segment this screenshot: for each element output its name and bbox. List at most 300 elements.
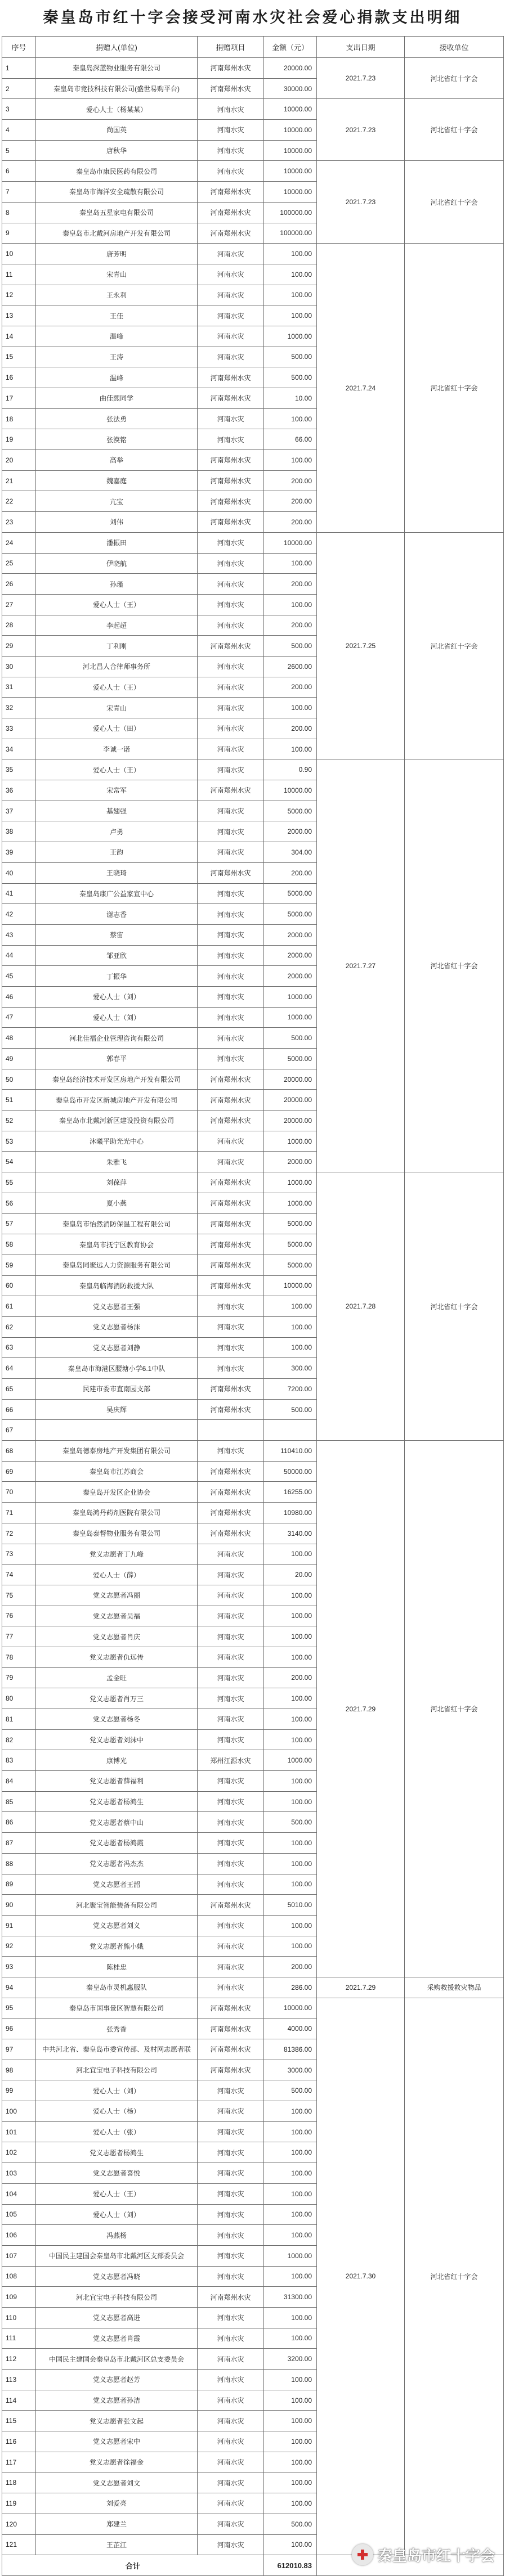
- row-number: 108: [2, 2266, 36, 2287]
- donation-amount: 286.00: [264, 1977, 317, 1998]
- donation-amount: 500.00: [264, 1028, 317, 1049]
- donation-project: 河南水灾: [198, 594, 264, 615]
- donor-name: 党义志愿者刘义: [36, 1915, 198, 1936]
- donation-project: 河南水灾: [198, 1853, 264, 1874]
- donation-project: 河南水灾: [198, 1791, 264, 1812]
- donor-name: 孟金旺: [36, 1667, 198, 1688]
- row-number: 113: [2, 2370, 36, 2390]
- row-number: 5: [2, 140, 36, 161]
- donor-name: 张法勇: [36, 408, 198, 429]
- donor-name: 张秀香: [36, 2018, 198, 2039]
- donor-name: 康博光: [36, 1750, 198, 1771]
- row-number: 64: [2, 1358, 36, 1379]
- donation-amount: 100.00: [264, 1647, 317, 1667]
- donor-name: 高举: [36, 450, 198, 471]
- donation-project: 河南水灾: [198, 99, 264, 120]
- donation-project: 河南郑州水灾: [198, 1193, 264, 1213]
- donor-name: 民建市委市直南园支部: [36, 1379, 198, 1400]
- donation-amount: 200.00: [264, 1957, 317, 1977]
- donation-project: 河南郑州水灾: [198, 58, 264, 79]
- expense-date: 2021.7.30: [317, 1998, 405, 2555]
- donation-project: 河南水灾: [198, 1441, 264, 1462]
- donation-project: 河南水灾: [198, 1667, 264, 1688]
- row-number: 59: [2, 1255, 36, 1275]
- donation-project: 河南郑州水灾: [198, 470, 264, 491]
- donor-name: 秦皇岛临海消防救援大队: [36, 1275, 198, 1296]
- donation-amount: 300.00: [264, 1358, 317, 1379]
- donation-project: 河南水灾: [198, 1729, 264, 1750]
- donation-amount: 100.00: [264, 1544, 317, 1565]
- donation-project: 河南郑州水灾: [198, 636, 264, 657]
- donation-project: 河南郑州水灾: [198, 1255, 264, 1275]
- donation-project: 河南水灾: [198, 120, 264, 141]
- row-number: 38: [2, 821, 36, 842]
- donor-name: 宋青山: [36, 698, 198, 718]
- donor-name: 党义志愿者孙洁: [36, 2390, 198, 2411]
- donation-amount: 200.00: [264, 615, 317, 636]
- donation-amount: 100.00: [264, 1606, 317, 1626]
- donor-name: 冯燕杨: [36, 2225, 198, 2246]
- donation-amount: 100.00: [264, 1709, 317, 1730]
- receiving-unit: 河北省红十字会: [405, 1998, 504, 2555]
- donation-amount: 100.00: [264, 2101, 317, 2122]
- donation-project: 河南水灾: [198, 2225, 264, 2246]
- donor-name: 王涛: [36, 347, 198, 367]
- receiving-unit: 河北省红十字会: [405, 58, 504, 99]
- donation-amount: 10000.00: [264, 140, 317, 161]
- row-number: 51: [2, 1090, 36, 1111]
- donation-amount: 500.00: [264, 636, 317, 657]
- row-number: 4: [2, 120, 36, 141]
- donation-project: 河南水灾: [198, 615, 264, 636]
- donation-project: 河南水灾: [198, 656, 264, 677]
- row-number: 26: [2, 574, 36, 595]
- donor-name: 宋青山: [36, 264, 198, 285]
- donation-project: 河南郑州水灾: [198, 1461, 264, 1482]
- donation-project: 河南水灾: [198, 1028, 264, 1049]
- donation-project: 河南水灾: [198, 1152, 264, 1172]
- donation-amount: 20000.00: [264, 58, 317, 79]
- donor-name: 党义志愿者熊小娥: [36, 1936, 198, 1957]
- donation-project: 河南水灾: [198, 574, 264, 595]
- donor-name: 秦皇岛市北戴河新区建设投资有限公司: [36, 1111, 198, 1131]
- donation-amount: 1000.00: [264, 1172, 317, 1193]
- row-number: 50: [2, 1069, 36, 1090]
- donor-name: 党义志愿者冯丽: [36, 1585, 198, 1606]
- donor-name: 刘葆萍: [36, 1172, 198, 1193]
- row-number: 41: [2, 883, 36, 904]
- donation-amount: 10000.00: [264, 182, 317, 203]
- donation-amount: 5000.00: [264, 883, 317, 904]
- donation-project: 河南水灾: [198, 801, 264, 821]
- row-number: 90: [2, 1895, 36, 1916]
- donation-amount: 2000.00: [264, 924, 317, 945]
- row-number: 117: [2, 2452, 36, 2472]
- header-amount: 金额（元）: [264, 37, 317, 58]
- donation-amount: 1000.00: [264, 326, 317, 347]
- row-number: 48: [2, 1028, 36, 1049]
- donation-amount: 5000.00: [264, 904, 317, 925]
- donation-project: 河南郑州水灾: [198, 780, 264, 801]
- row-number: 103: [2, 2163, 36, 2184]
- donor-name: 邹亚欣: [36, 945, 198, 966]
- row-number: 97: [2, 2039, 36, 2060]
- donor-name: 温峰: [36, 326, 198, 347]
- donation-project: 河南水灾: [198, 2245, 264, 2266]
- document-title: 秦皇岛市红十字会接受河南水灾社会爱心捐款支出明细: [43, 8, 462, 26]
- donor-name: 党义志愿者仇远传: [36, 1647, 198, 1667]
- row-number: 40: [2, 862, 36, 883]
- donation-amount: 81386.00: [264, 2039, 317, 2060]
- donor-name: 爱心人士（薛）: [36, 1565, 198, 1585]
- table-body: [2, 58, 504, 2576]
- row-number: 28: [2, 615, 36, 636]
- row-number: 115: [2, 2411, 36, 2431]
- donation-amount: 500.00: [264, 2514, 317, 2534]
- receiving-unit: 河北省红十字会: [405, 99, 504, 161]
- row-number: 42: [2, 904, 36, 925]
- donor-name: 秦皇岛市开发区新城房地产开发有限公司: [36, 1090, 198, 1111]
- donor-name: 蔡宙: [36, 924, 198, 945]
- header-receiver: 接收单位: [405, 37, 504, 58]
- donation-project: 河南水灾: [198, 305, 264, 326]
- donor-name: 宋常军: [36, 780, 198, 801]
- donation-amount: 200.00: [264, 470, 317, 491]
- row-number: 15: [2, 347, 36, 367]
- donor-name: 党义志愿者高进: [36, 2307, 198, 2328]
- donation-amount: 5000.00: [264, 1213, 317, 1234]
- row-number: 83: [2, 1750, 36, 1771]
- donor-name: 党义志愿者冯杰杰: [36, 1853, 198, 1874]
- row-number: 116: [2, 2431, 36, 2452]
- donation-project: 河南水灾: [198, 1007, 264, 1028]
- table-row: [2, 99, 504, 120]
- row-number: 106: [2, 2225, 36, 2246]
- donation-project: 河南水灾: [198, 1565, 264, 1585]
- donation-project: 河南水灾: [198, 924, 264, 945]
- donor-name: 丁利刚: [36, 636, 198, 657]
- donor-name: 丁振华: [36, 966, 198, 987]
- donor-name: 爱心人士（田）: [36, 718, 198, 739]
- donor-name: 唐秋华: [36, 140, 198, 161]
- donation-project: 河南水灾: [198, 2163, 264, 2184]
- donation-amount: 4000.00: [264, 2018, 317, 2039]
- row-number: 2: [2, 78, 36, 99]
- donation-amount: 100.00: [264, 1771, 317, 1792]
- donation-amount: 100.00: [264, 1833, 317, 1854]
- donation-amount: 31300.00: [264, 2287, 317, 2308]
- donation-project: 河南郑州水灾: [198, 1399, 264, 1420]
- row-number: 107: [2, 2245, 36, 2266]
- donation-project: 河南水灾: [198, 347, 264, 367]
- donation-amount: 100.00: [264, 2183, 317, 2204]
- donation-project: 河南水灾: [198, 677, 264, 698]
- donation-amount: 100.00: [264, 2142, 317, 2163]
- donation-amount: 100.00: [264, 2163, 317, 2184]
- donor-name: 爱心人士（杨某某）: [36, 99, 198, 120]
- donation-amount: 1000.00: [264, 1131, 317, 1152]
- donor-name: 魏嘉庭: [36, 470, 198, 491]
- donation-amount: 500.00: [264, 2080, 317, 2101]
- donation-project: 河南水灾: [198, 1131, 264, 1152]
- donor-name: 秦皇岛市怡然消防保温工程有限公司: [36, 1213, 198, 1234]
- donation-project: 河南郑州水灾: [198, 2287, 264, 2308]
- donor-name: 郑建兰: [36, 2514, 198, 2534]
- donor-name: 孙瑾: [36, 574, 198, 595]
- donation-project: 河南郑州水灾: [198, 1069, 264, 1090]
- row-number: 16: [2, 367, 36, 388]
- row-number: 7: [2, 182, 36, 203]
- table-row: [2, 58, 504, 79]
- table-row: [2, 1977, 504, 1998]
- row-number: 96: [2, 2018, 36, 2039]
- donor-name: 卢勇: [36, 821, 198, 842]
- donation-project: 河南郑州水灾: [198, 450, 264, 471]
- donor-name: 党义志愿者丁九峰: [36, 1544, 198, 1565]
- row-number: 99: [2, 2080, 36, 2101]
- donor-name: 王佳: [36, 305, 198, 326]
- donation-project: 河南水灾: [198, 429, 264, 450]
- donor-name: 爱心人士（刘）: [36, 2204, 198, 2225]
- donation-amount: 2000.00: [264, 945, 317, 966]
- row-number: 100: [2, 2101, 36, 2122]
- donation-project: 河南水灾: [198, 2349, 264, 2370]
- donation-amount: 100.00: [264, 264, 317, 285]
- donation-project: 河南水灾: [198, 2121, 264, 2142]
- row-number: 3: [2, 99, 36, 120]
- donor-name: 朱雅飞: [36, 1152, 198, 1172]
- expense-date: 2021.7.27: [317, 759, 405, 1172]
- row-number: 74: [2, 1565, 36, 1585]
- donor-name: 秦皇岛深蓝物业服务有限公司: [36, 58, 198, 79]
- donation-amount: 10000.00: [264, 1275, 317, 1296]
- donation-project: 河南水灾: [198, 966, 264, 987]
- watermark: [352, 2544, 495, 2565]
- donor-name: 党义志愿者杨鸿生: [36, 1791, 198, 1812]
- donation-project: 河南水灾: [198, 883, 264, 904]
- donation-project: 河南郑州水灾: [198, 223, 264, 244]
- donation-amount: 100.00: [264, 2431, 317, 2452]
- table-row: [2, 161, 504, 182]
- donor-name: 秦皇岛市北戴河房地产开发有限公司: [36, 223, 198, 244]
- row-number: 68: [2, 1441, 36, 1462]
- donor-name: 党义志愿者刘静: [36, 1337, 198, 1358]
- donor-name: 河北宜宝电子科技有限公司: [36, 2287, 198, 2308]
- donation-project: 河南郑州水灾: [198, 1234, 264, 1255]
- donation-project: 河南水灾: [198, 408, 264, 429]
- donation-project: 河南水灾: [198, 1915, 264, 1936]
- total-label: 合计: [2, 2555, 264, 2576]
- expense-date: 2021.7.24: [317, 244, 405, 533]
- row-number: 60: [2, 1275, 36, 1296]
- donation-project: 河南水灾: [198, 2328, 264, 2349]
- donor-name: 党义志愿者喜悦: [36, 2163, 198, 2184]
- donation-amount: 0.90: [264, 759, 317, 780]
- donation-amount: 20000.00: [264, 1111, 317, 1131]
- donation-amount: 500.00: [264, 1399, 317, 1420]
- row-number: 77: [2, 1626, 36, 1647]
- donation-amount: 50000.00: [264, 1461, 317, 1482]
- donation-amount: 100.00: [264, 2266, 317, 2287]
- row-number: 78: [2, 1647, 36, 1667]
- donation-project: 河南郑州水灾: [198, 1275, 264, 1296]
- donation-amount: 10000.00: [264, 161, 317, 182]
- donation-project: 河南郑州水灾: [198, 2060, 264, 2080]
- donation-project: 河南水灾: [198, 1833, 264, 1854]
- donation-amount: 10000.00: [264, 780, 317, 801]
- donation-project: 河南水灾: [198, 1606, 264, 1626]
- donation-amount: 100.00: [264, 285, 317, 305]
- donor-name: 秦皇岛市康民医药有限公司: [36, 161, 198, 182]
- donation-project: 河南郑州水灾: [198, 1895, 264, 1916]
- donor-name: 党义志愿者赵芳: [36, 2370, 198, 2390]
- row-number: 66: [2, 1399, 36, 1420]
- donation-amount: 10.00: [264, 388, 317, 409]
- donation-project: 河南水灾: [198, 1688, 264, 1709]
- row-number: 13: [2, 305, 36, 326]
- donation-amount: 1000.00: [264, 1750, 317, 1771]
- donation-project: 河南郑州水灾: [198, 202, 264, 223]
- donor-name: 张漠铭: [36, 429, 198, 450]
- donation-project: 河南水灾: [198, 759, 264, 780]
- row-number: 70: [2, 1482, 36, 1503]
- expense-date: 2021.7.28: [317, 1172, 405, 1441]
- donation-amount: 3000.00: [264, 2060, 317, 2080]
- donation-amount: 100.00: [264, 698, 317, 718]
- row-number: 84: [2, 1771, 36, 1792]
- row-number: 46: [2, 986, 36, 1007]
- row-number: 94: [2, 1977, 36, 1998]
- donation-project: 河南水灾: [198, 1544, 264, 1565]
- donor-name: 亢宝: [36, 491, 198, 512]
- donation-amount: 10000.00: [264, 1998, 317, 2018]
- row-number: 91: [2, 1915, 36, 1936]
- donation-amount: 2000.00: [264, 821, 317, 842]
- donor-name: 伊晓航: [36, 553, 198, 574]
- row-number: 34: [2, 739, 36, 759]
- donor-name: 爱心人士（刘）: [36, 986, 198, 1007]
- row-number: 54: [2, 1152, 36, 1172]
- table-row: [2, 244, 504, 264]
- donation-project: 河南水灾: [198, 1337, 264, 1358]
- donation-project: 河南水灾: [198, 264, 264, 285]
- row-number: 73: [2, 1544, 36, 1565]
- donor-name: 陈桂忠: [36, 1957, 198, 1977]
- donor-name: 秦皇岛市竞技科技有限公司(盛世易购平台): [36, 78, 198, 99]
- row-number: 82: [2, 1729, 36, 1750]
- donation-amount: 500.00: [264, 347, 317, 367]
- donation-amount: 100.00: [264, 305, 317, 326]
- donation-project: 河南水灾: [198, 1771, 264, 1792]
- donation-project: 河南水灾: [198, 532, 264, 553]
- donor-name: 秦皇岛经济技术开发区房地产开发有限公司: [36, 1069, 198, 1090]
- donor-name: 爱心人士（王）: [36, 677, 198, 698]
- donation-project: 河南水灾: [198, 2431, 264, 2452]
- donation-amount: 10000.00: [264, 120, 317, 141]
- donation-project: 河南水灾: [198, 842, 264, 863]
- donation-amount: 100.00: [264, 1296, 317, 1317]
- donation-project: 河南水灾: [198, 2411, 264, 2431]
- donation-amount: 100.00: [264, 408, 317, 429]
- row-number: 88: [2, 1853, 36, 1874]
- donor-name: 党义志愿者肖庆: [36, 1626, 198, 1647]
- donor-name: 王韵: [36, 842, 198, 863]
- donation-amount: 100.00: [264, 2534, 317, 2555]
- donation-amount: 100.00: [264, 1337, 317, 1358]
- row-number: 71: [2, 1503, 36, 1523]
- row-number: 35: [2, 759, 36, 780]
- row-number: 22: [2, 491, 36, 512]
- row-number: 72: [2, 1523, 36, 1544]
- donation-amount: 20000.00: [264, 1069, 317, 1090]
- donor-name: 秦皇岛五星家电有限公司: [36, 202, 198, 223]
- row-number: 80: [2, 1688, 36, 1709]
- donation-project: 河南水灾: [198, 2307, 264, 2328]
- donor-name: 秦皇岛同聚远人力资源服务有限公司: [36, 1255, 198, 1275]
- donation-project: 河南郑州水灾: [198, 1503, 264, 1523]
- donation-amount: 100.00: [264, 2328, 317, 2349]
- donation-project: 河南水灾: [198, 2534, 264, 2555]
- row-number: 30: [2, 656, 36, 677]
- donation-amount: 100.00: [264, 1915, 317, 1936]
- donation-project: 河南水灾: [198, 2266, 264, 2287]
- donation-amount: 100.00: [264, 1688, 317, 1709]
- donation-amount: 100.00: [264, 553, 317, 574]
- row-number: 8: [2, 202, 36, 223]
- row-number: 39: [2, 842, 36, 863]
- donation-amount: 10000.00: [264, 99, 317, 120]
- donation-amount: 110410.00: [264, 1441, 317, 1462]
- donor-name: 党义志愿者肖万三: [36, 1688, 198, 1709]
- donation-project: 河南水灾: [198, 1647, 264, 1667]
- row-number: 32: [2, 698, 36, 718]
- row-number: 86: [2, 1812, 36, 1833]
- donation-project: 河南水灾: [198, 904, 264, 925]
- table-row: [2, 532, 504, 553]
- donation-project: 河南水灾: [198, 553, 264, 574]
- row-number: 45: [2, 966, 36, 987]
- watermark-text: 秦皇岛市红十字会: [377, 2547, 495, 2564]
- donation-amount: 100.00: [264, 1585, 317, 1606]
- donor-name: 秦皇岛开发区企业协会: [36, 1482, 198, 1503]
- table-row: [2, 1172, 504, 1193]
- donation-amount: 100.00: [264, 450, 317, 471]
- donation-amount: 100.00: [264, 2411, 317, 2431]
- donation-amount: 5000.00: [264, 801, 317, 821]
- donation-project: 河南水灾: [198, 244, 264, 264]
- donor-name: 爱心人士（王）: [36, 759, 198, 780]
- donor-name: 夏小燕: [36, 1193, 198, 1213]
- row-number: 24: [2, 532, 36, 553]
- donor-name: 党义志愿者宋中: [36, 2431, 198, 2452]
- donation-amount: 5000.00: [264, 1255, 317, 1275]
- donation-project: 河南水灾: [198, 1585, 264, 1606]
- donation-amount: 16255.00: [264, 1482, 317, 1503]
- receiving-unit: 河北省红十字会: [405, 1172, 504, 1441]
- row-number: 49: [2, 1049, 36, 1069]
- header-date: 支出日期: [317, 37, 405, 58]
- donation-amount: 500.00: [264, 1812, 317, 1833]
- donation-project: 河南水灾: [198, 2472, 264, 2493]
- row-number: 56: [2, 1193, 36, 1213]
- donor-name: 温峰: [36, 367, 198, 388]
- row-number: 55: [2, 1172, 36, 1193]
- donor-name: 党义志愿者冯晓: [36, 2266, 198, 2287]
- donation-project: 河南水灾: [198, 2101, 264, 2122]
- donor-name: 中国民主建国会秦皇岛市北戴河区总支委员会: [36, 2349, 198, 2370]
- donation-project: 河南水灾: [198, 821, 264, 842]
- row-number: 76: [2, 1606, 36, 1626]
